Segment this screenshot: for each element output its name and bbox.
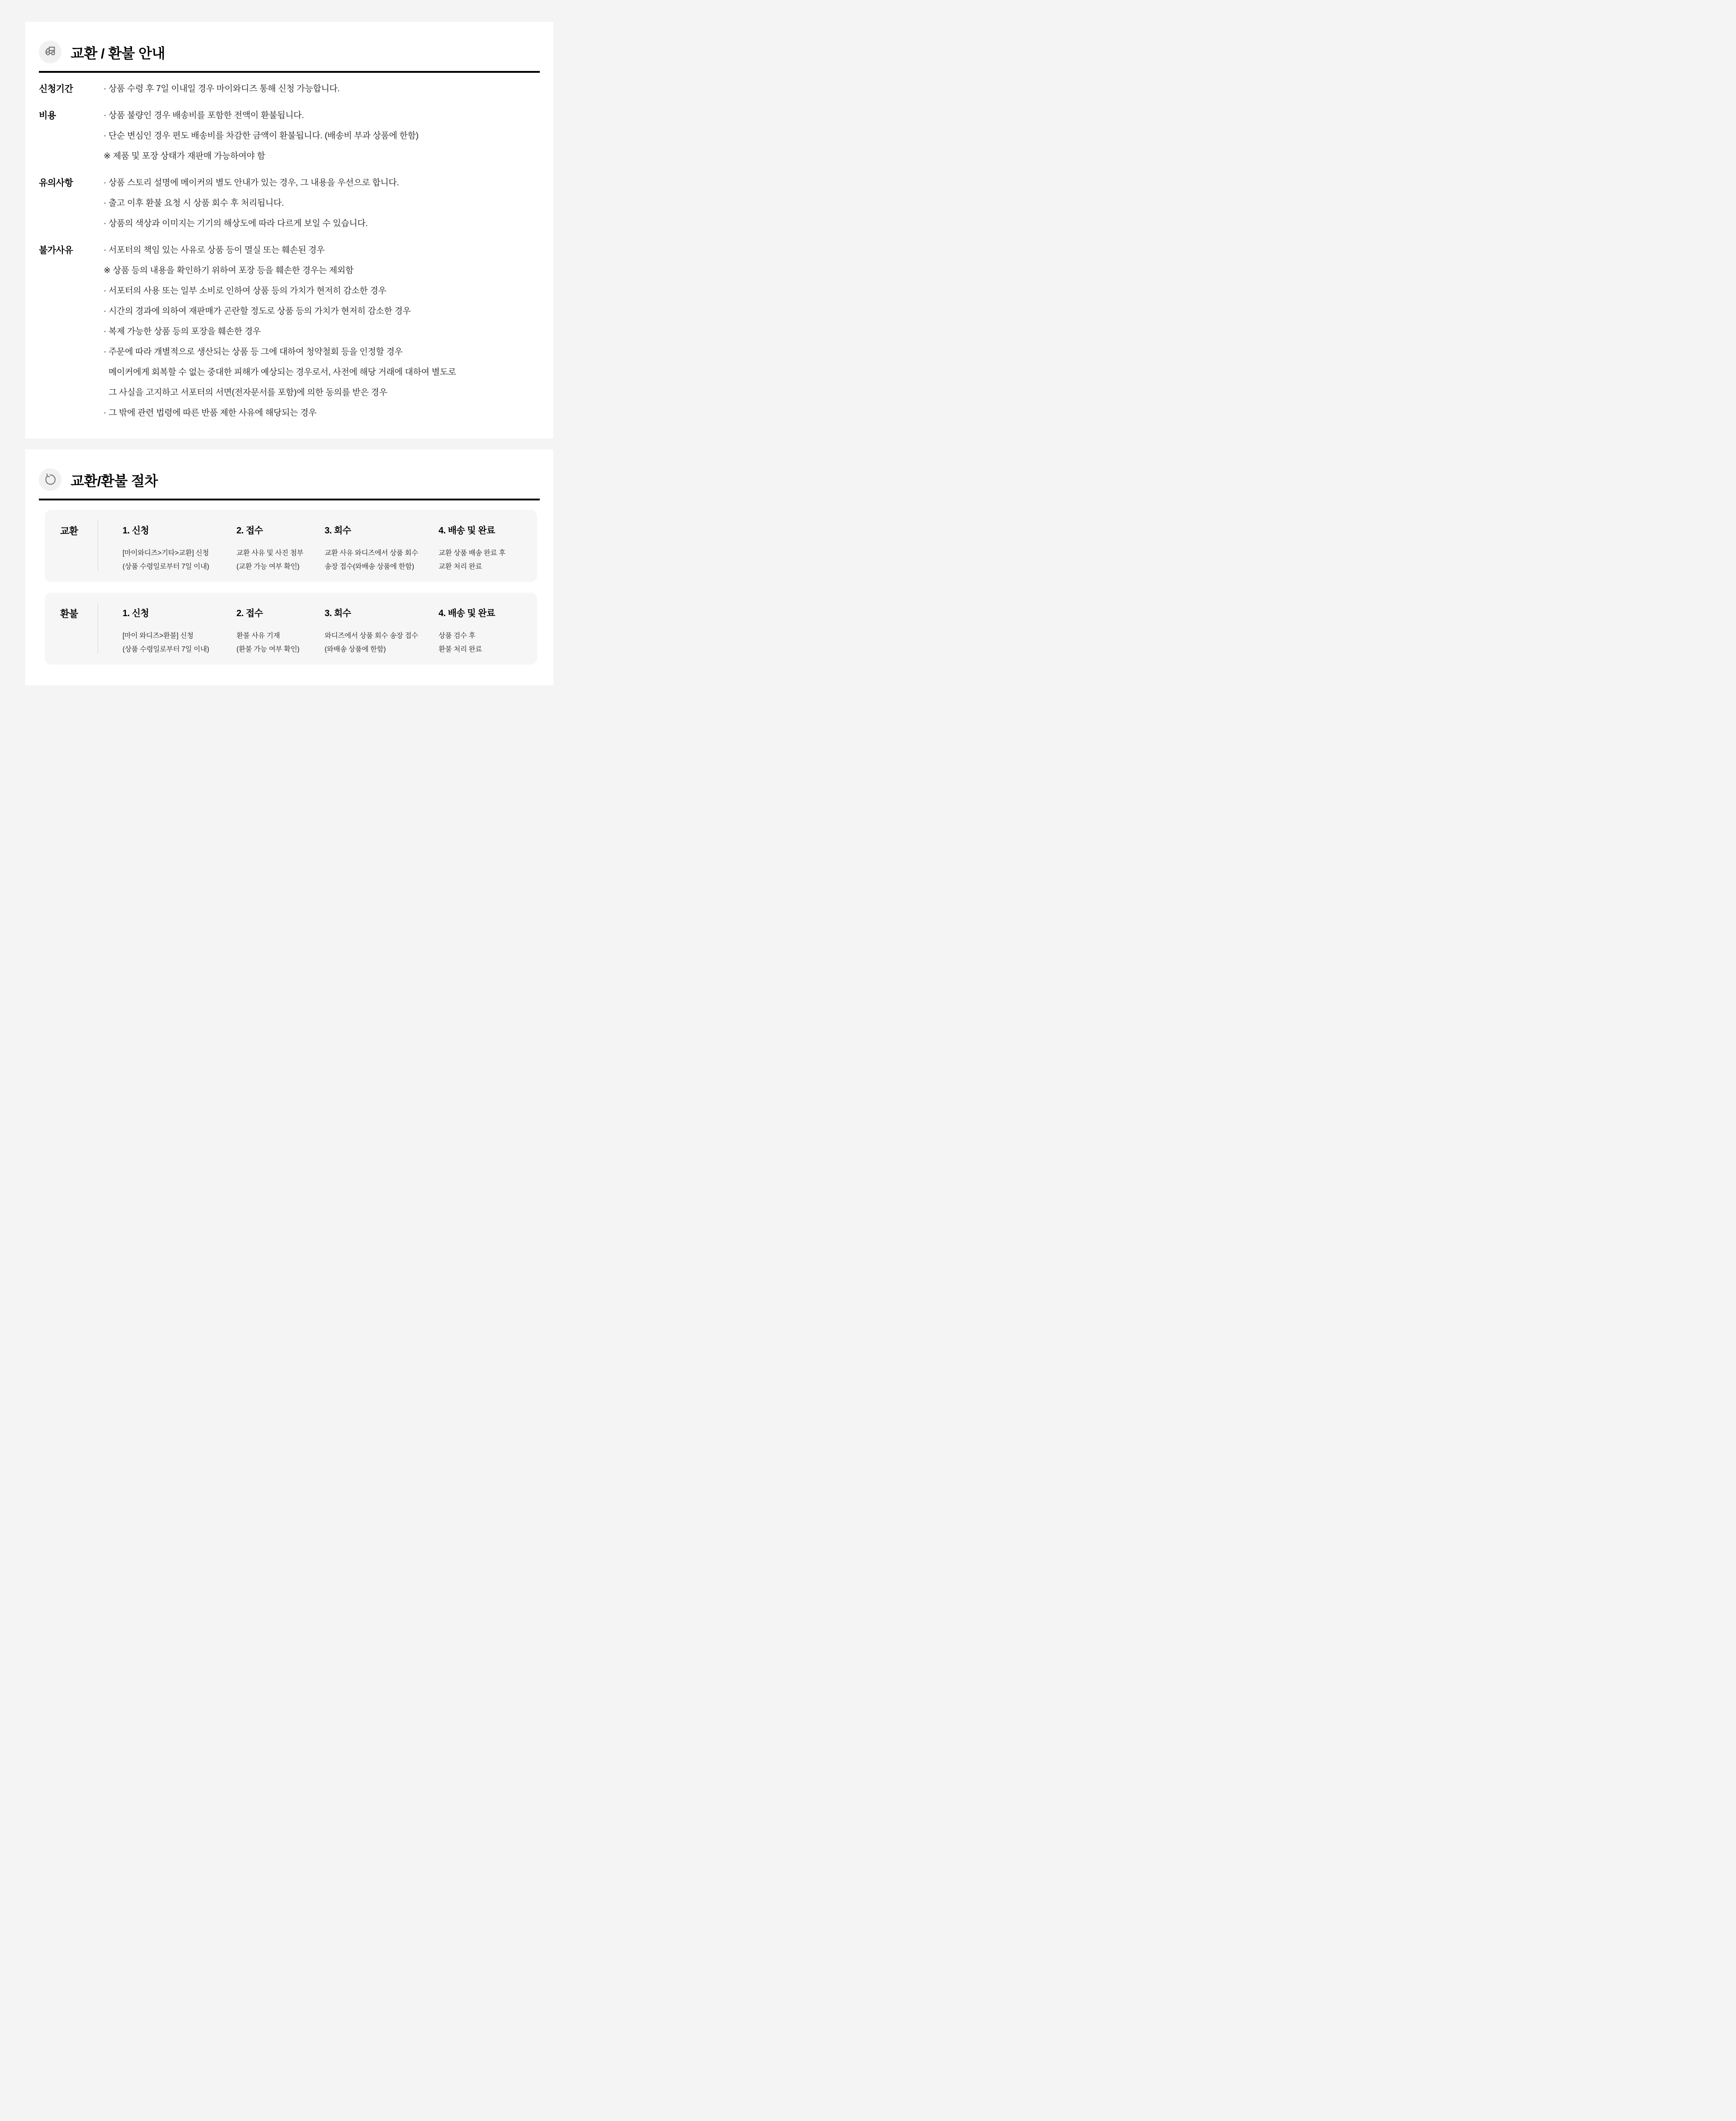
info-row-label: 불가사유 bbox=[39, 245, 73, 255]
process-step-3 bbox=[325, 609, 439, 656]
step-line: 교환 사유 및 사진 첨부 bbox=[236, 549, 304, 557]
section-title: 교환/환불 절차 bbox=[71, 473, 158, 489]
info-row-label: 비용 bbox=[39, 111, 56, 121]
process-row-exchange bbox=[45, 510, 537, 582]
step-title: 2. 접수 bbox=[236, 608, 263, 618]
step-title: 3. 회수 bbox=[325, 526, 351, 536]
process-step-4 bbox=[439, 609, 537, 656]
info-row-lines bbox=[104, 245, 540, 418]
info-line: · 상품의 색상과 이미지는 기기의 해상도에 따라 다르게 보일 수 있습니다. bbox=[104, 219, 368, 228]
info-row-lines bbox=[104, 111, 540, 172]
info-line: · 상품 수령 후 7일 이내일 경우 마이와디즈 통해 신청 가능합니다. bbox=[104, 84, 340, 94]
step-line: 환불 사유 기재 bbox=[236, 632, 280, 640]
step-line: 교환 사유 와디즈에서 상품 회수 bbox=[325, 549, 418, 557]
refresh-icon bbox=[39, 468, 61, 491]
process-step-2 bbox=[236, 526, 325, 574]
info-row-label: 유의사항 bbox=[39, 178, 73, 188]
info-row-not-allowed bbox=[39, 245, 540, 418]
process-row-label: 환불 bbox=[60, 609, 78, 619]
step-line: (상품 수령일로부터 7일 이내) bbox=[123, 646, 209, 653]
info-line: 그 사실을 고지하고 서포터의 서면(전자문서를 포함)에 의한 동의를 받은 경우 bbox=[108, 388, 387, 397]
exchange-refund-process-card bbox=[25, 449, 553, 685]
step-line: 환불 처리 완료 bbox=[439, 646, 482, 653]
info-row-cost bbox=[39, 111, 540, 172]
info-line: · 서포터의 사용 또는 일부 소비로 인하여 상품 등의 가치가 현저히 감소한 경우 bbox=[104, 286, 387, 296]
info-row-label: 신청기간 bbox=[39, 84, 73, 94]
info-line: · 복제 가능한 상품 등의 포장을 훼손한 경우 bbox=[104, 327, 261, 336]
process-steps bbox=[98, 609, 537, 656]
info-line: · 상품 스토리 설명에 메이커의 별도 안내가 있는 경우, 그 내용을 우선으로 합니다. bbox=[104, 178, 399, 188]
section-header bbox=[39, 468, 540, 491]
info-line: · 그 밖에 관련 법령에 따른 반품 제한 사유에 해당되는 경우 bbox=[104, 408, 317, 418]
info-row-caution bbox=[39, 178, 540, 239]
info-line: ※ 상품 등의 내용을 확인하기 위하여 포장 등을 훼손한 경우는 제외함 bbox=[104, 266, 354, 275]
info-rows bbox=[39, 84, 540, 418]
step-title: 1. 신청 bbox=[123, 608, 149, 618]
info-row-lines bbox=[104, 84, 540, 104]
info-line: · 상품 불량인 경우 배송비를 포함한 전액이 환불됩니다. bbox=[104, 111, 304, 120]
step-line: (와배송 상품에 한함) bbox=[325, 646, 386, 653]
step-line: 교환 처리 완료 bbox=[439, 563, 482, 570]
step-line: [마이 와디즈>환불] 신청 bbox=[123, 632, 193, 640]
info-line: ※ 제품 및 포장 상태가 재판매 가능하여야 함 bbox=[104, 151, 265, 161]
step-title: 2. 접수 bbox=[236, 526, 263, 536]
step-line: 교환 상품 배송 완료 후 bbox=[439, 549, 506, 557]
header-rule bbox=[39, 499, 540, 500]
info-line: · 시간의 경과에 의하여 재판매가 곤란할 정도로 상품 등의 가치가 현저히 감소한 경우 bbox=[104, 306, 411, 316]
page-background bbox=[0, 0, 579, 707]
process-rows bbox=[39, 510, 540, 665]
process-step-1 bbox=[123, 609, 236, 656]
step-line: (환불 가능 여부 확인) bbox=[236, 646, 300, 653]
step-line: [마이와디즈>기타>교환] 신청 bbox=[123, 549, 209, 557]
process-step-3 bbox=[325, 526, 439, 574]
step-line: (교환 가능 여부 확인) bbox=[236, 563, 300, 570]
info-line: · 단순 변심인 경우 편도 배송비를 차감한 금액이 환불됩니다. (배송비 부과 상품에 한함) bbox=[104, 131, 419, 141]
step-title: 4. 배송 및 완료 bbox=[439, 608, 495, 618]
section-title: 교환 / 환불 안내 bbox=[71, 45, 165, 61]
info-line: · 주문에 따라 개별적으로 생산되는 상품 등 그에 대하여 청약철회 등을 인정할 경우 bbox=[104, 347, 403, 357]
step-title: 1. 신청 bbox=[123, 526, 149, 536]
info-row-lines bbox=[104, 178, 540, 239]
process-step-4 bbox=[439, 526, 537, 574]
info-row-period bbox=[39, 84, 540, 104]
step-title: 4. 배송 및 완료 bbox=[439, 526, 495, 536]
header-rule bbox=[39, 71, 540, 73]
process-step-2 bbox=[236, 609, 325, 656]
process-row-refund bbox=[45, 593, 537, 665]
exchange-refund-notice-card bbox=[25, 22, 553, 438]
process-steps bbox=[98, 526, 537, 574]
info-line: · 출고 이후 환불 요청 시 상품 회수 후 처리됩니다. bbox=[104, 198, 284, 208]
step-line: 상품 검수 후 bbox=[439, 632, 476, 640]
step-line: (상품 수령일로부터 7일 이내) bbox=[123, 563, 209, 570]
step-line: 와디즈에서 상품 회수 송장 접수 bbox=[325, 632, 418, 640]
process-step-1 bbox=[123, 526, 236, 574]
truck-icon bbox=[39, 41, 61, 63]
section-header bbox=[39, 41, 540, 63]
info-line: · 서포터의 책임 있는 사유로 상품 등이 멸실 또는 훼손된 경우 bbox=[104, 245, 325, 255]
step-line: 송장 접수(와배송 상품에 한함) bbox=[325, 563, 414, 570]
info-line: 메이커에게 회복할 수 없는 중대한 피해가 예상되는 경우로서, 사전에 해당 거래에 대하여 별도로 bbox=[108, 368, 456, 377]
step-title: 3. 회수 bbox=[325, 608, 351, 618]
process-row-label: 교환 bbox=[60, 526, 78, 537]
